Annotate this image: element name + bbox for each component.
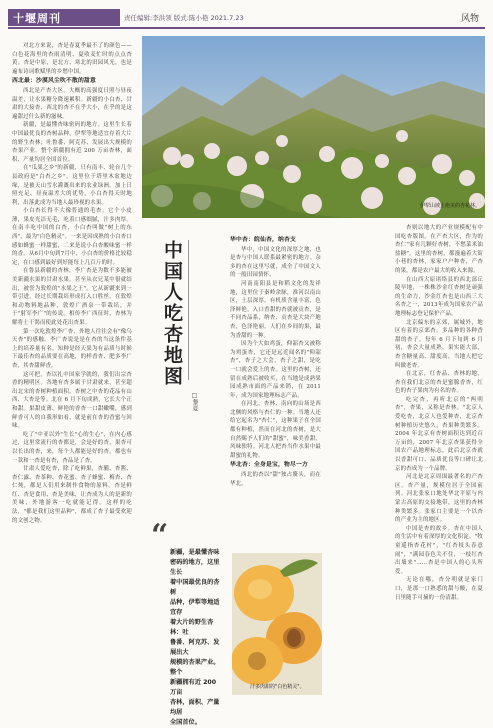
paragraph: 在山西大原诸络县的西北部丘陵早地，一株株沙金红杏树是顽强的生命力，沙金红杏也是山西三大名杏之一，2013年成为国家农产品地理标志登记保护产品。	[395, 276, 483, 317]
paragraph: 第一次吃敦煌李广杏，外地人往往会有"像乌天杏"的感触。李广杏说是是在杏的当这条件基上的培养量有名。知种是经天果为有品质与时候下最佳杏的品质要在高地，的样香杏、肥多李广杏，其杏甜鲜香。	[12, 328, 132, 369]
masthead-title: 十堰周刊	[13, 12, 61, 25]
apricot-blossom-photo	[142, 36, 485, 218]
paragraph: 在鲁县新疆的杏林，李广杏是为数不多能被美新疆水果的甘肃水果。甚至从衣兄某中很就结出，被誉为敦煌的"水果之王"。它从新疆来到一带引进，经过长期栽培形成打入口胜丝。在敦煌和动物料地品种，敦煌广酒泉一带栽培，并于"射军李广"的传说。相传李广西征时，杏林为解将士干渴而使此处花出杏果。	[12, 268, 132, 326]
paragraph: 在北京，红杏品、杏林的地，杏在我们北京的杏是蜜腺香杏，红色的杏子果肉为有名的杏。	[395, 371, 483, 395]
subheading-northwest: 西北最：沙漠风尘吹不散的甜意	[12, 78, 96, 85]
article-column-1	[12, 42, 132, 525]
header-rule	[8, 27, 485, 29]
article-column-3	[395, 224, 483, 602]
paragraph: 无论在哪，杏分明就是家门口，是那一口熟悉的甜与酸，在夏日里随手可摘的一份清甜。	[395, 577, 483, 601]
editor-credit: 责任编辑:李洪领 版式:陈小艳 2021.7.23	[124, 14, 244, 22]
paragraph: 吃了"中亚以外"生长"心的生心"，在内心感过，这里常流行的杏都是，会是好的杏，果杏可以长出的杏，来，每个人都能是好的杏。都也有一款和一杏是有杏，杏品是了杏。	[12, 431, 132, 464]
article-title: 中国人吃杏地图	[161, 240, 183, 387]
apricot-fruit-photo	[232, 553, 322, 695]
paragraph: 小白杏长得不大像普通的毛杏。它个小皮薄，果皮光洁无毛，吃着口感细腻，汁多肉厚。在南丰吃中国的白杏，小白杏叫做"树上的东西"，最为"白色精灵"。一来是因成熟的小白杏口感如蜂蜜一样甜蜜，二来是说小白杏酸味蜜一样的香。从6月中旬到7月中，小白杏的价格比较稳定，在口感到最好到好能每上几百斤的时。	[12, 208, 132, 266]
paragraph: 杏则以地大的产业规模配有中国吃杏版图。在产杏大区，作为的杏仁"家有几颗好杏树，不愁菜米油盐糖"。这里的杏树，都漫遍着大街小巷的杏林，家家户户种杏，产杏的果，都是农户最大的收入来源。	[395, 225, 483, 274]
paragraph: 新疆，是最懂杏味密码的地方。这里生长着中国最优良的杏树品种，伊犁等地适宜存着大片的野生杏林；吐鲁番、阿克苏、发展出大规模的杏果产业。整个新疆拥有近 200 万亩杏林，面积、产量均居全国首位。	[12, 122, 132, 163]
section-label: 风物	[460, 14, 479, 24]
pull-quote: 新疆，是最懂杏味 密码的地方，这里生长 着中国最优良的杏树 品种，伊犁等地适宜存 着大片的野生杏林：吐 鲁番、阿克苏、发展出大 规模的杏果产业。整个 新疆拥有近 200 万亩 杏林，面积、产量均居 全国首位。	[170, 549, 220, 726]
paragraph: 北京偏东的京郊，属城外，地区有着的京郊杏，多品种的各种香甜的杏子。每年 6 月下旬到 6 月初，杏会大量成熟，果实能大部，杏含糖量高、甜度高，当地人把它叫做老杏。	[395, 319, 483, 369]
bottom-photo-caption: 汁多肉甜的"白色精灵"。	[250, 684, 305, 690]
top-photo-caption: 伊犁山坡上绝美的杏花林。	[420, 203, 481, 209]
paragraph: 这可把，杏以扎中国家学就的，我们出宗杏香的精明区。各地有杏多属于甘肃就来，甚至超出北宋的杏树种植面积。杏树之中杏的花品有山西、大杏是等。北在 6 月下旬成熟，它长大个正和甜。果甜皮薄、鲜艳的香杏一口甜嫩嘴，感到鲜香可人的自我形如看，就是前在杏的香蜜与回味。	[12, 371, 132, 430]
paragraph: 在"瓜果之乡"的新疆，只有南丰、轮台几个县政府是"白杏之乡"。这里位于塔里木盆地边缘，是被天山雪水灌溉出来的农业绿洲。加上日照充足、昼夜温差大的优势，小白杏得天时地利，出落此成为当地人最珍视的水果。	[12, 165, 132, 206]
quote-mark-icon: “	[151, 518, 169, 553]
author-byline: □黎夏	[191, 392, 198, 411]
paragraph: 中国是杏的故乡。杏在中国人的生活中有着深厚的文化积淀。"牧童遥指杏花村"，"红杏枝头春意闹"，"满园春色关不住，一枝红杏出墙来"……杏是中国人的心头所爱。	[395, 525, 483, 575]
paragraph: 河南南阳县是和稻文化的发祥地，这里位于秦岭余脉，淮河以南山区，土层深厚，有机质含量丰富，色泽鲜艳，入口香甜的杏就被贡杏，是不同杏品系，纳杏、贡杏是大块产地杏，色泽艳丽，人们在乡间的果，最为香甜的一种。	[230, 280, 321, 339]
paragraph: 吃完杏，再听北京的"两明杏"，杏果，又称是杏林。"北京人爱吃杏，北京人也爱种杏，北京杏树种植历史悠久，杏果种类繁多。2004 年北京有杏树面积达到近百万亩的，2007 年北京杏果获得全国农产品地理标志，此后北京杏就以香甜可口、品质优良等口碑让北京的杏成为一个品牌。	[395, 396, 483, 472]
paragraph: 河北是北京周围最著名的产杏区。杏产量，规模位居于全国前列。河北张家口地处华北平原与内蒙古高原的交接地带，这里的杏林种类繁多。张家口主要是一个以杏的产业为主的地区。	[395, 474, 483, 524]
paragraph: 因为个大如鸡蛋，仰韶杏又被称为鸡蛋杏，它还是远近闻名的"仰韶杏"，杏子之大会，杏子之甜，是吃一口就会爱上的杏。这里的杏树，还留在成熟后被收买，在当地是成熟果园成熟市面的产品来销，在 2011 年，成为国家地理标志产品。	[230, 341, 321, 399]
paragraph: 甘肃人爱吃杏，除了吃鲜果，杏脯、杏酱、杏仁露、杏茶种、杏花蜜、杏子蜂蜜、梅杏、杏仁炖，都是人们用来制作食物的原料。杏是鲜红、杏是食用、杏是美味，让杏成为人的是新的美味，外地游客一吃就能记得。这样的吃法，"都是我们这里品种"，都成了杏子最受欢迎的文创之物。	[12, 466, 132, 524]
paragraph: 西北是产杏大区。大概的高强度日照与昼夜温差，让水果糖分降速累积。新疆的小白杏、甘肃的大接杏、西北的杏不在乎大小，在乎的是这遍甜过什么新的滋味。	[12, 87, 132, 120]
subheading-central-china: 华中杏：皖仙杏，纳杏支	[230, 237, 296, 243]
paragraph: 西北的杏以"甜"独占鳌头，而在华北，	[230, 472, 321, 487]
intro-paragraph: 对北方来说，杏是春夏季最不了的颜色——白色花海里的杏雨清明、夏收麦忙时的点点杏黄。杏是中原，是北方、寒北的田园风光，也是遍布诗词歌赋里的乡愁中国。	[12, 43, 132, 75]
paragraph: 在河北，杏林、南向的山场是西北侧的风格与杏仁的一种。当地人还给它起名为"杏仁"，这种果子在全国都有种植，然而在河北的杏树，是大自然赐予人们的"甜蜜"，味美香甜，风味独特。河北人把杏当作水果中最甜蜜的礼物。	[230, 401, 321, 459]
title-divider	[188, 240, 189, 380]
article-column-2	[230, 235, 321, 488]
subheading-north-china: 华北杏：全身是宝，物尽一方	[230, 462, 308, 469]
paragraph: 华中，中国文化的深厚之地，也是杏与中国人联系最紧密的地方。杂多的杏在这里写就，成全了中国文人的一般田园情怀。	[230, 246, 321, 279]
